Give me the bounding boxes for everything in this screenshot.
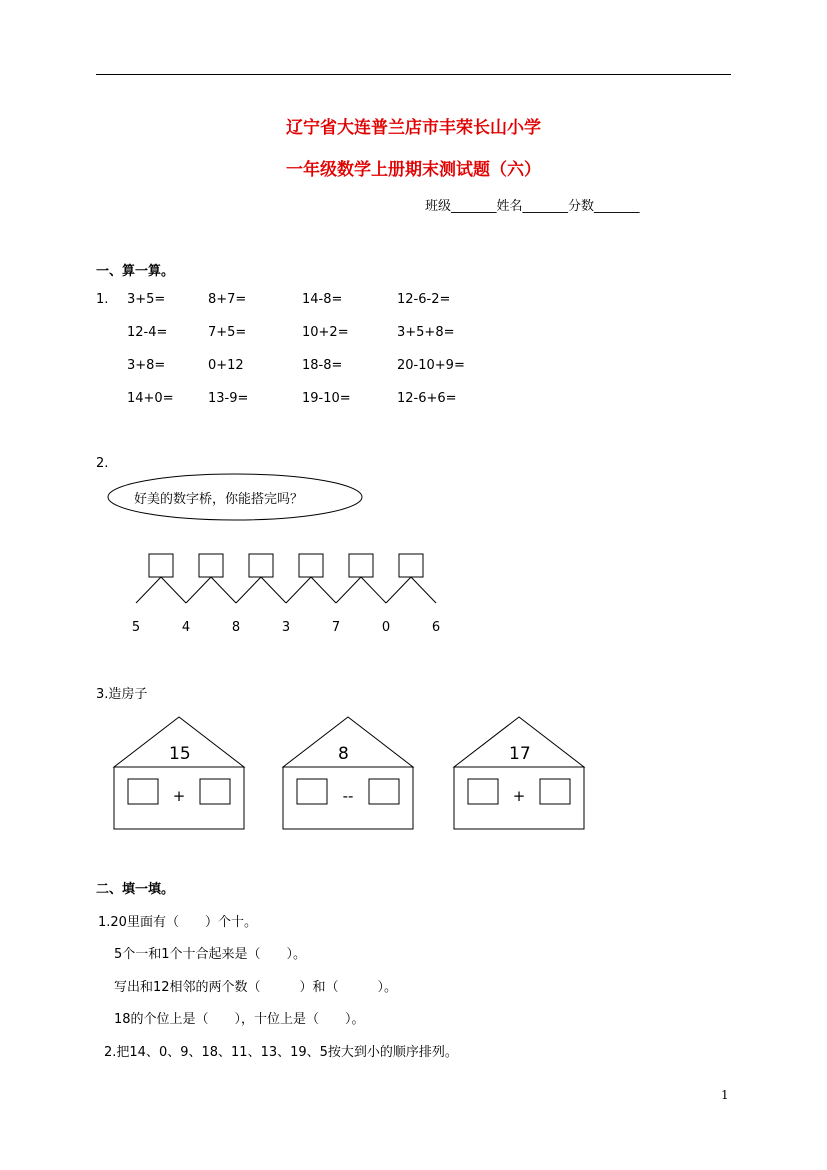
bridge-number: 5 bbox=[131, 620, 141, 635]
calc-item: 12-6+6= bbox=[397, 391, 457, 406]
question-3-label: 3.造房子 bbox=[96, 687, 148, 702]
calc-item: 10+2= bbox=[302, 325, 349, 340]
bridge-line bbox=[311, 577, 336, 603]
section-1-heading: 一、算一算。 bbox=[96, 264, 175, 279]
bridge-answer-box[interactable] bbox=[249, 554, 273, 577]
house-answer-box[interactable] bbox=[200, 779, 230, 804]
calc-item: 3+8= bbox=[127, 358, 166, 373]
bubble-text: 好美的数字桥，你能搭完吗？ bbox=[134, 492, 304, 507]
exam-title: 一年级数学上册期末测试题（六） bbox=[286, 160, 541, 180]
calc-item: 20-10+9= bbox=[397, 358, 465, 373]
calc-item: 12-6-2= bbox=[397, 292, 451, 307]
calc-item: 14+0= bbox=[127, 391, 174, 406]
fill-line-4: 18的个位上是（ ），十位上是（ ）。 bbox=[114, 1012, 365, 1027]
bridge-line bbox=[136, 577, 161, 603]
house-answer-box[interactable] bbox=[369, 779, 399, 804]
bridge-answer-box[interactable] bbox=[149, 554, 173, 577]
bridge-line bbox=[361, 577, 386, 603]
house-roof-number: 17 bbox=[509, 744, 531, 764]
houses-group bbox=[114, 717, 584, 829]
bridge-line bbox=[161, 577, 186, 603]
fill-line-2: 5个一和1个十合起来是（ ）。 bbox=[114, 947, 307, 962]
house-answer-box[interactable] bbox=[540, 779, 570, 804]
bridge-number: 6 bbox=[431, 620, 441, 635]
bridge-line bbox=[236, 577, 261, 603]
bridge-line bbox=[286, 577, 311, 603]
bridge-number: 7 bbox=[331, 620, 341, 635]
bridge-answer-box[interactable] bbox=[299, 554, 323, 577]
bridge-number: 0 bbox=[381, 620, 391, 635]
house-answer-box[interactable] bbox=[297, 779, 327, 804]
calc-item: 12-4= bbox=[127, 325, 168, 340]
section-2-heading: 二、填一填。 bbox=[96, 882, 175, 897]
house-operator: + bbox=[512, 787, 526, 805]
student-info-line: 班级_______姓名_______分数_______ bbox=[425, 199, 640, 214]
house-roof-number: 15 bbox=[169, 744, 191, 764]
calc-item: 3+5+8= bbox=[397, 325, 455, 340]
fill-line-5: 2.把14、0、9、18、11、13、19、5按大到小的顺序排列。 bbox=[104, 1045, 458, 1060]
calc-item: 13-9= bbox=[208, 391, 249, 406]
bridge-line bbox=[411, 577, 436, 603]
bridge-number: 4 bbox=[181, 620, 191, 635]
house-answer-box[interactable] bbox=[128, 779, 158, 804]
page-number: 1 bbox=[721, 1088, 729, 1102]
bridge-line bbox=[386, 577, 411, 603]
bridge-answer-box[interactable] bbox=[399, 554, 423, 577]
calc-item: 8+7= bbox=[208, 292, 247, 307]
question-2-label: 2. bbox=[96, 456, 109, 471]
bridge-number: 3 bbox=[281, 620, 291, 635]
fill-line-1: 1.20里面有（ ）个十。 bbox=[98, 915, 257, 930]
school-title: 辽宁省大连普兰店市丰荣长山小学 bbox=[286, 118, 541, 138]
calc-item: 7+5= bbox=[208, 325, 247, 340]
bridge-answer-box[interactable] bbox=[199, 554, 223, 577]
calc-item: 14-8= bbox=[302, 292, 343, 307]
question-1-label: 1. bbox=[96, 292, 109, 307]
bridge-line bbox=[211, 577, 236, 603]
bridge-line bbox=[336, 577, 361, 603]
bridge-answer-box[interactable] bbox=[349, 554, 373, 577]
number-bridge bbox=[132, 554, 440, 635]
house-operator: + bbox=[172, 787, 186, 805]
house-operator: -- bbox=[342, 787, 354, 805]
house-roof-number: 8 bbox=[338, 744, 349, 764]
bridge-line bbox=[261, 577, 286, 603]
house-answer-box[interactable] bbox=[468, 779, 498, 804]
calc-item: 3+5= bbox=[127, 292, 166, 307]
fill-line-3: 写出和12相邻的两个数（ ）和（ ）。 bbox=[114, 980, 398, 995]
calc-item: 18-8= bbox=[302, 358, 343, 373]
bridge-number: 8 bbox=[231, 620, 241, 635]
bridge-line bbox=[186, 577, 211, 603]
calc-item: 19-10= bbox=[302, 391, 351, 406]
calc-item: 0+12 bbox=[208, 358, 244, 373]
